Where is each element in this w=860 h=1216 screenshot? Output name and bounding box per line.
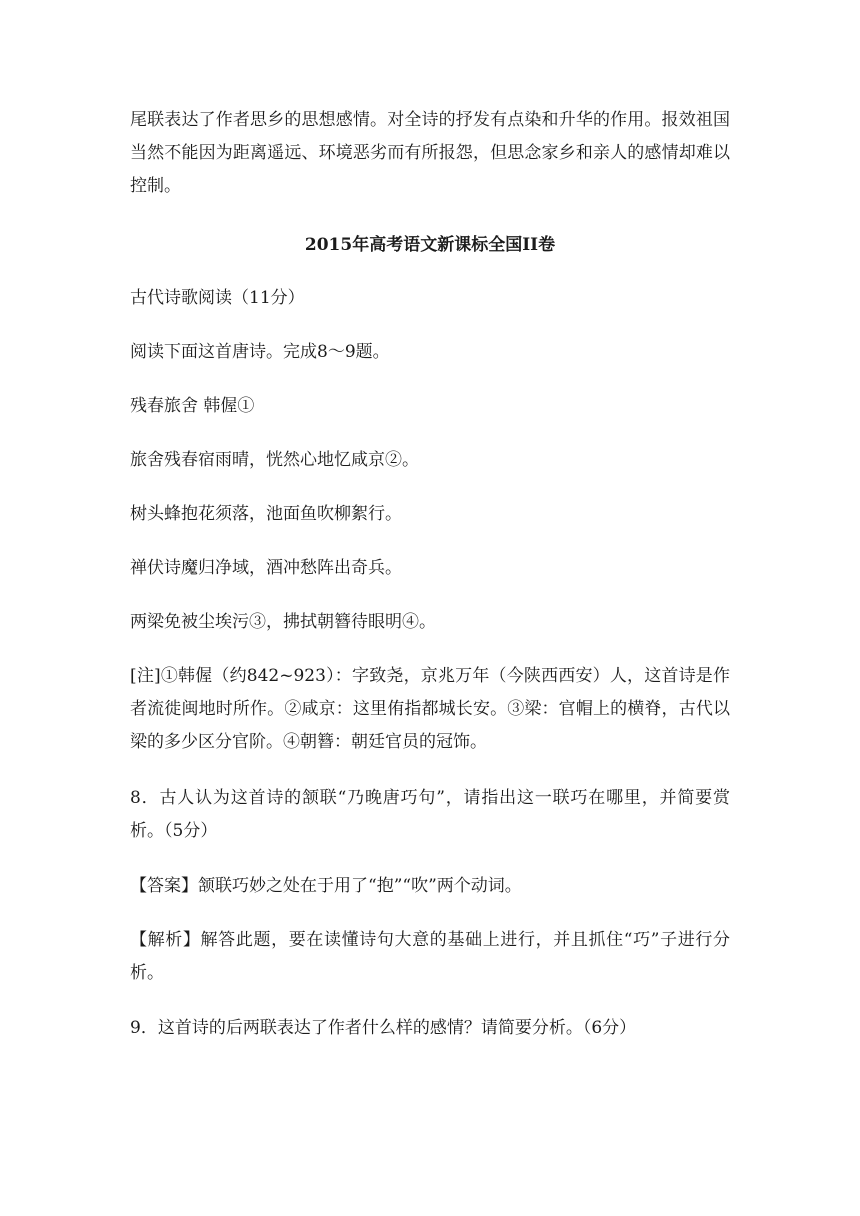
intro-paragraph: 尾联表达了作者思乡的思想感情。对全诗的抒发有点染和升华的作用。报效祖国当然不能因为距离遥远、环境恶劣而有所报怨，但思念家乡和亲人的感情却难以控制。 <box>130 110 730 196</box>
analysis-8: 【解析】解答此题，要在读懂诗句大意的基础上进行，并且抓住“巧”子进行分析。 <box>130 930 730 983</box>
poem-note: [注]①韩偓（约842~923）：字致尧，京兆万年（今陕西西安）人，这首诗是作者流徙闽地时所作。②咸京：这里侑指都城长安。③梁：官帽上的横脊，古代以梁的多少区分官阶。④朝簪：朝廷官员的冠饰。 <box>130 666 730 752</box>
section-title: 2015年高考语文新课标全国II卷 <box>304 235 556 255</box>
poem-title: 残春旅舍 韩偓① <box>130 396 255 416</box>
answer-8: 【答案】颔联巧妙之处在于用了“抱”“吹”两个动词。 <box>130 876 522 896</box>
poem-line-1: 旅舍残春宿雨晴，恍然心地忆咸京②。 <box>130 450 419 470</box>
poem-line-4: 两梁免被尘埃污③，拂拭朝簪待眼明④。 <box>130 612 436 632</box>
instruction-text: 阅读下面这首唐诗。完成8～9题。 <box>130 342 390 362</box>
poem-line-3: 禅伏诗魔归净域，酒冲愁阵出奇兵。 <box>130 558 402 578</box>
question-8: 8．古人认为这首诗的颔联“乃晚唐巧句”，请指出这一联巧在哪里，并简要赏析。（5分） <box>130 788 730 841</box>
poem-line-2: 树头蜂抱花须落，池面鱼吹柳絮行。 <box>130 504 402 524</box>
section-heading: 古代诗歌阅读（11分） <box>130 288 305 308</box>
question-9: 9．这首诗的后两联表达了作者什么样的感情？请简要分析。（6分） <box>130 1018 637 1038</box>
